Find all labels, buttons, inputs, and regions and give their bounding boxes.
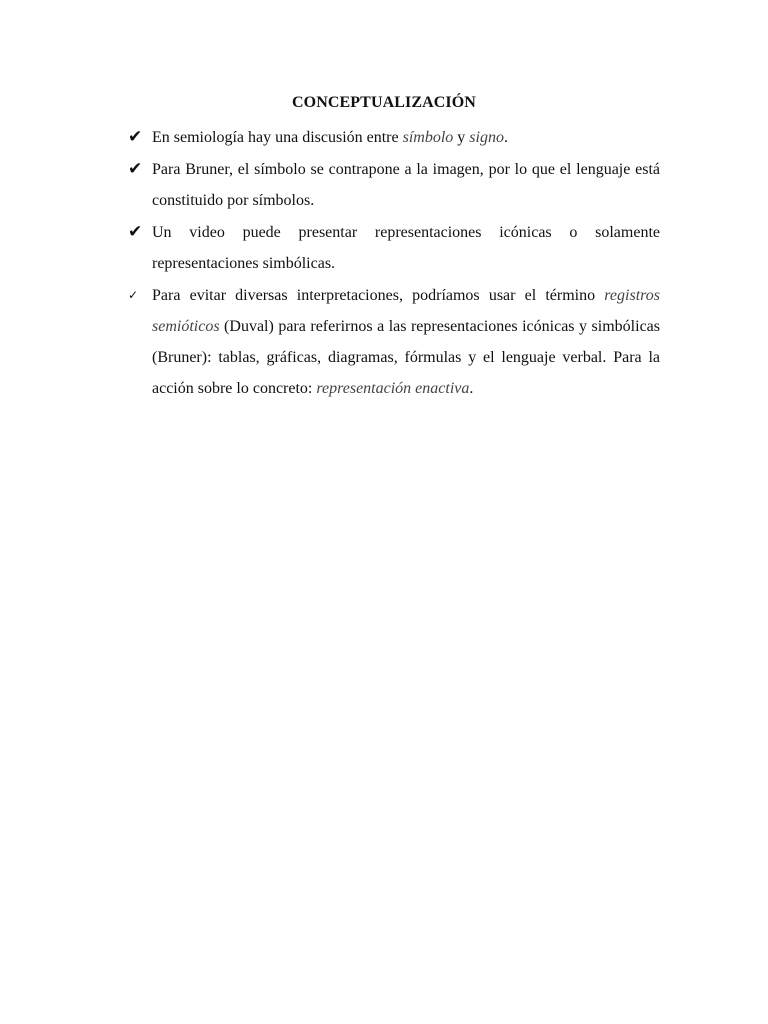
list-item bbox=[128, 122, 660, 153]
check-mark-icon: ✓ bbox=[128, 288, 139, 302]
item-text: Para Bruner, el símbolo se contrapone a la imagen, por lo que el lenguaje está constituido por símbolos. bbox=[152, 161, 660, 209]
item-text: . bbox=[469, 380, 474, 397]
item-italic-term: registros semióticos bbox=[152, 287, 660, 335]
check-mark-icon: ✔ bbox=[128, 222, 143, 242]
check-mark-icon: ✔ bbox=[128, 127, 143, 147]
page-title: CONCEPTUALIZACIÓN bbox=[292, 94, 476, 111]
item-text: (Duval) para referirnos a las representaciones icónicas y simbólicas (Bruner): tablas, gráficas, diagramas, fórmulas y el lenguaje verbal. Para la acción sobre lo concreto: bbox=[152, 318, 660, 397]
list-item bbox=[128, 217, 660, 279]
bullet-list bbox=[128, 122, 660, 405]
item-italic-term: representación enactiva bbox=[316, 380, 470, 397]
list-item bbox=[128, 280, 660, 404]
list-item bbox=[128, 154, 660, 216]
item-italic-term: símbolo bbox=[402, 129, 454, 146]
item-text: . bbox=[503, 129, 508, 146]
item-text: En semiología hay una discusión entre bbox=[152, 129, 403, 146]
item-text: Un video puede presentar representaciones icónicas o solamente representaciones simbólicas. bbox=[152, 224, 660, 272]
check-mark-icon: ✔ bbox=[128, 159, 143, 179]
item-text: Para evitar diversas interpretaciones, podríamos usar el término bbox=[152, 287, 605, 304]
item-text: y bbox=[453, 129, 470, 146]
item-italic-term: signo bbox=[469, 129, 504, 146]
